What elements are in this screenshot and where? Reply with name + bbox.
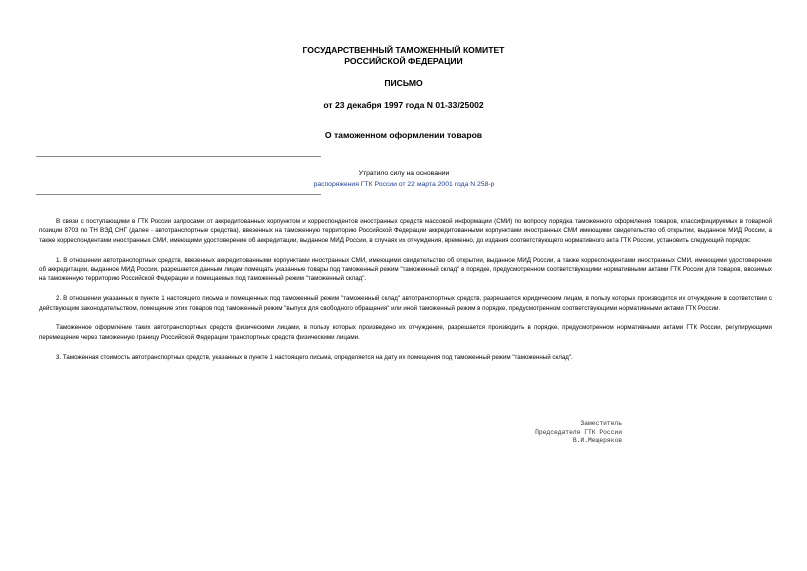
signature-block xyxy=(480,420,622,446)
signature-name: В.И.Мещеряков xyxy=(572,437,622,445)
revocation-status: Утратило силу на основании xyxy=(358,170,450,177)
org-name-line1: ГОСУДАРСТВЕННЫЙ ТАМОЖЕННЫЙ КОМИТЕТ xyxy=(302,45,505,55)
doc-type: ПИСЬМО xyxy=(384,78,423,88)
top-divider xyxy=(36,156,321,157)
paragraph-item-3: 3. Таможенная стоимость автотранспортных средств, указанных в пункте 1 настоящего письма, определяется на дату их помещения под таможенный режим "таможенный склад". xyxy=(56,353,573,361)
paragraph-registration: Таможенное оформление таких автотранспортных средств физическими лицами, в пользу которых произведено их отчуждение, разрешается производить в порядке, предусмотренном нормативными актами ГТК России, регулирующими перемещение через таможенную границу Российской Федерации транспортных средств физическими лицами. xyxy=(39,324,772,341)
signature-title: Председателя ГТК России xyxy=(535,428,622,436)
bottom-divider xyxy=(36,194,321,195)
doc-date-number: от 23 декабря 1997 года N 01-33/25002 xyxy=(323,100,484,110)
paragraph-intro: В связи с поступающими в ГТК России запросами от аккредитованных корпунктом и корреспондентов иностранных средств массовой информации (СМИ) по вопросу порядка таможенного оформления товаров, классифицируемых в товарной позиции 8703 по ТН ВЭД СНГ (далее - автотранспортные средства), ввезенных на таможенную территорию Российской Федерации аккредитованными корпунктами иностранных СМИ имеющими свидетельство об открытии, выданное МИД России, а также корреспондентами иностранных СМИ, имеющими удостоверение об аккредитации, выданное МИД России, в случаях их отчуждения, временно, до издания соответствующего нормативного акта ГТК России, установить следующий порядок: xyxy=(39,218,772,244)
signature-position: Заместитель xyxy=(580,420,622,427)
doc-title: О таможенном оформлении товаров xyxy=(324,130,483,140)
org-name-line2: РОССИЙСКОЙ ФЕДЕРАЦИИ xyxy=(344,56,463,66)
revocation-note xyxy=(290,179,518,190)
paragraph-item-2: 2. В отношении указанных в пункте 1 настоящего письма и помещенных под таможенный режим "таможенный склад" автотранспортных средств, разрешается юридическим лицам, в пользу которых производится их отчуждение в соответствии с действующим законодательством, помещение этих товаров под таможенный режим "выпуск для свободного обращения" или иной таможенный режим в порядке, предусмотренном соответствующими нормативными актами ГТК России. xyxy=(39,295,772,312)
paragraph-item-1: 1. В отношении автотранспортных средств, ввезенных аккредитованными корпунктами иностранных СМИ, имеющими свидетельство об открытии, выданное МИД России, а также корреспондентами иностранных СМИ, имеющими удостоверение об аккредитации, выданное МИД России, разрешается данным лицам помещать указанные товары под таможенный режим "таможенный склад" в порядке, предусмотренном соответствующими нормативными актами ГТК России для товаров, ввозимых на таможенную территорию Российской Федерации и помещаемых под таможенный режим "таможенный склад". xyxy=(39,256,772,283)
letter-body xyxy=(39,217,772,372)
revocation-link[interactable]: распоряжения ГТК России от 22 марта 2001 года N 258-р xyxy=(313,181,495,188)
